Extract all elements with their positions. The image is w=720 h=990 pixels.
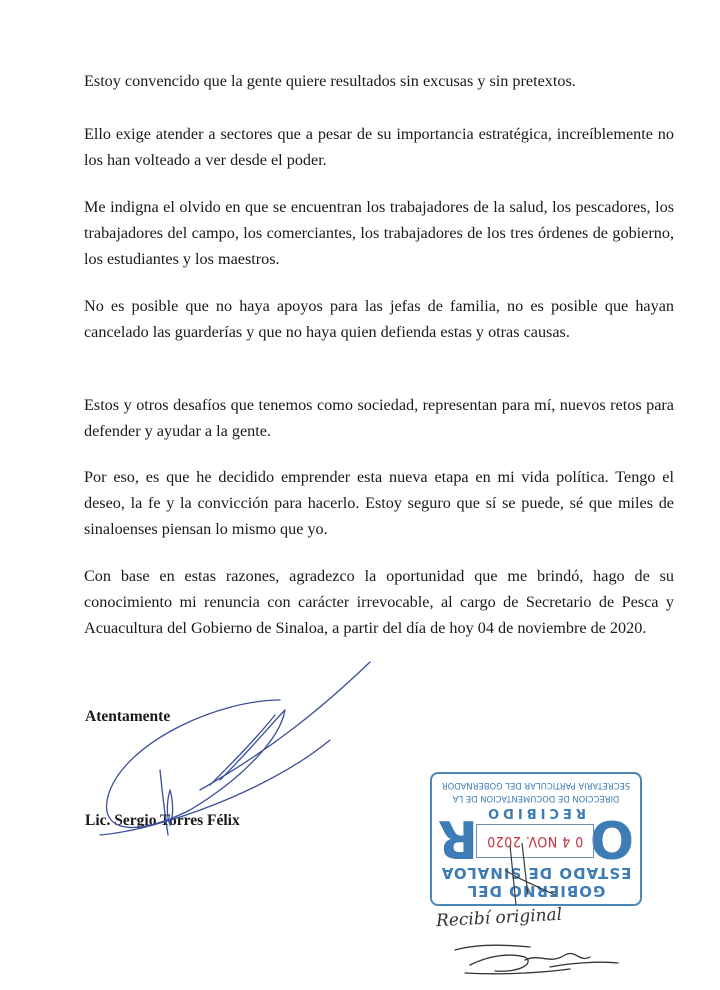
paragraph-3: Me indigna el olvido en que se encuentran los trabajadores de la salud, los pescadores, los trabajadores del campo, los comerciantes, los trabajadores de los tres órdenes de gobierno, los estudiantes y los maestros.	[84, 198, 674, 268]
stamp-large-r: R	[438, 808, 479, 868]
received-stamp	[430, 772, 642, 906]
stamp-date: 0 4 NOV. 2020	[476, 824, 594, 858]
stamp-large-o: O	[589, 808, 634, 868]
paragraph-1: Estoy convencido que la gente quiere resultados sin excusas y sin pretextos.	[84, 72, 576, 90]
signatory-name: Lic. Sergio Torres Félix	[85, 812, 240, 829]
paragraph-7: Con base en estas razones, agradezco la oportunidad que me brindó, hago de su conocimiento mi renuncia con carácter irrevocable, al cargo de Secretario de Pesca y Acuacultura del Gobierno de Sinaloa, a partir del día de hoy 04 de noviembre de 2020.	[84, 567, 674, 637]
receiver-signature	[450, 935, 620, 980]
stamp-line-direccion: DIRECCION DE DOCUMENTACION DE LA	[452, 794, 620, 804]
handwritten-received-note: Recibí original	[435, 904, 563, 932]
closing-salutation: Atentamente	[85, 708, 171, 725]
stamp-line-secretaria: SECRETARIA PARTICULAR DEL GOBERNADOR	[441, 781, 631, 791]
paragraph-6: Por eso, es que he decidido emprender esta nueva etapa en mi vida política. Tengo el deseo, la fe y la convicción para hacerlo. Estoy seguro que sí se puede, sé que miles de sinaloenses piensan lo mismo que yo.	[84, 468, 674, 538]
stamp-recibido: RECIBIDO	[484, 805, 586, 820]
paragraph-2: Ello exige atender a sectores que a pesar de su importancia estratégica, increíblemente no los han volteado a ver desde el poder.	[84, 125, 674, 169]
paragraph-5: Estos y otros desafíos que tenemos como sociedad, representan para mí, nuevos retos para defender y ayudar a la gente.	[84, 396, 674, 440]
paragraph-4: No es posible que no haya apoyos para las jefas de familia, no es posible que hayan cancelado las guarderías y que no haya quien defienda estas y otras causas.	[84, 297, 674, 341]
stamp-line-estado: ESTADO DE SINALOA	[440, 864, 632, 882]
stamp-line-gobierno: GOBIERNO DEL	[466, 882, 606, 900]
